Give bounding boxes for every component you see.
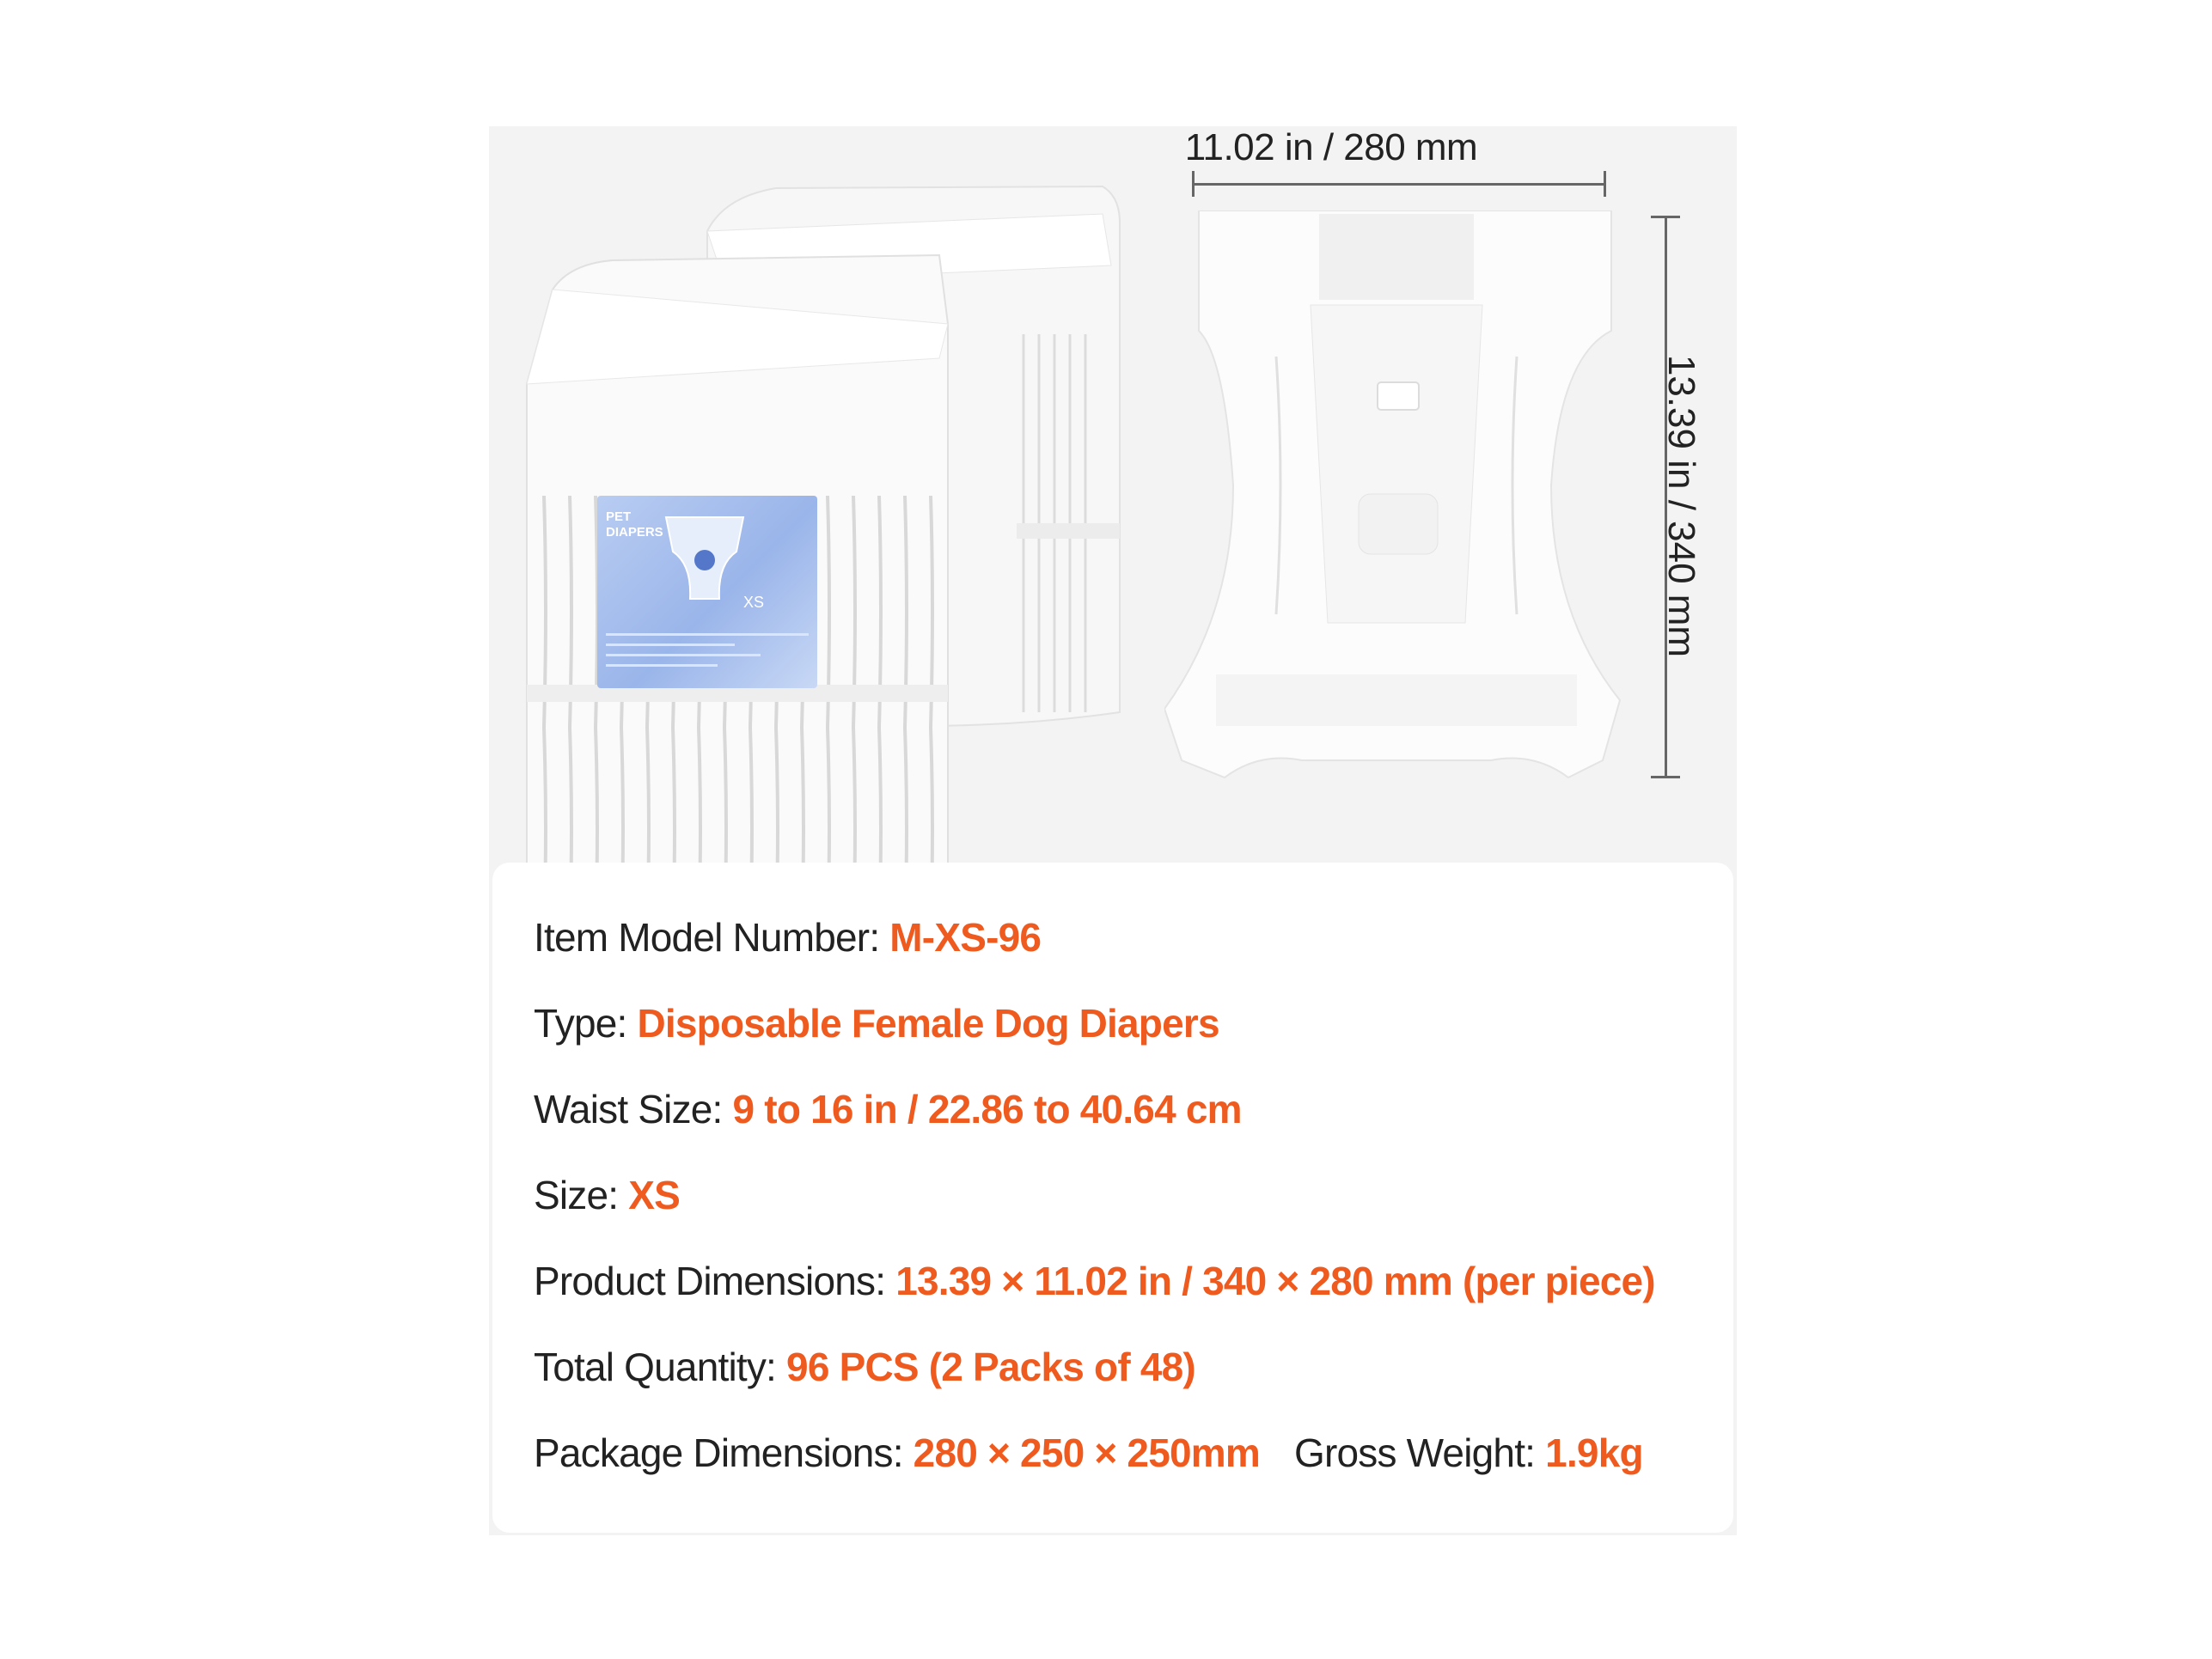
single-diaper-image <box>1164 210 1628 784</box>
width-dimension-line <box>1192 183 1606 186</box>
spec-row-package <box>534 1430 1643 1476</box>
diaper-thumbnail-icon <box>657 513 752 616</box>
spec-label: Total Quantity: <box>534 1345 787 1389</box>
spec-value: XS <box>628 1173 681 1217</box>
spec-label: Gross Weight: <box>1293 1430 1546 1475</box>
product-panel <box>489 126 1737 1535</box>
height-dimension-tick <box>1651 216 1680 218</box>
package-label-title: PET DIAPERS <box>606 509 663 540</box>
spec-value: 13.39 × 11.02 in / 340 × 280 mm (per piece) <box>895 1259 1655 1303</box>
spec-label: Product Dimensions: <box>534 1259 896 1303</box>
spec-value: M-XS-96 <box>889 915 1042 960</box>
spec-value: Disposable Female Dog Diapers <box>637 1001 1219 1046</box>
package-label <box>597 496 817 688</box>
spec-value: 280 × 250 × 250mm <box>913 1430 1260 1475</box>
spec-value: 9 to 16 in / 22.86 to 40.64 cm <box>732 1087 1242 1131</box>
spec-row-type <box>534 1000 1219 1046</box>
width-dimension-tick <box>1604 171 1606 197</box>
height-dimension-tick <box>1651 776 1680 778</box>
spec-label: Waist Size: <box>534 1087 733 1131</box>
size-badge: XS <box>743 594 765 611</box>
spec-card <box>492 863 1733 1533</box>
spec-row-total-quantity <box>534 1344 1195 1390</box>
product-illustration <box>489 126 1737 865</box>
spec-label: Type: <box>534 1001 638 1046</box>
spec-row-size <box>534 1172 680 1218</box>
spec-row-product-dimensions <box>534 1258 1655 1304</box>
spec-row-model <box>534 914 1041 961</box>
spec-value: 1.9kg <box>1545 1430 1643 1475</box>
width-dimension-label: 11.02 in / 280 mm <box>1184 126 1478 168</box>
width-dimension-tick <box>1192 171 1195 197</box>
spec-row-waist-size <box>534 1086 1242 1132</box>
spec-label: Package Dimensions: <box>534 1430 914 1475</box>
spec-label: Item Model Number: <box>534 915 890 960</box>
spec-label: Size: <box>534 1173 629 1217</box>
height-dimension-label: 13.39 in / 340 mm <box>1660 354 1702 658</box>
spec-value: 96 PCS (2 Packs of 48) <box>786 1345 1195 1389</box>
